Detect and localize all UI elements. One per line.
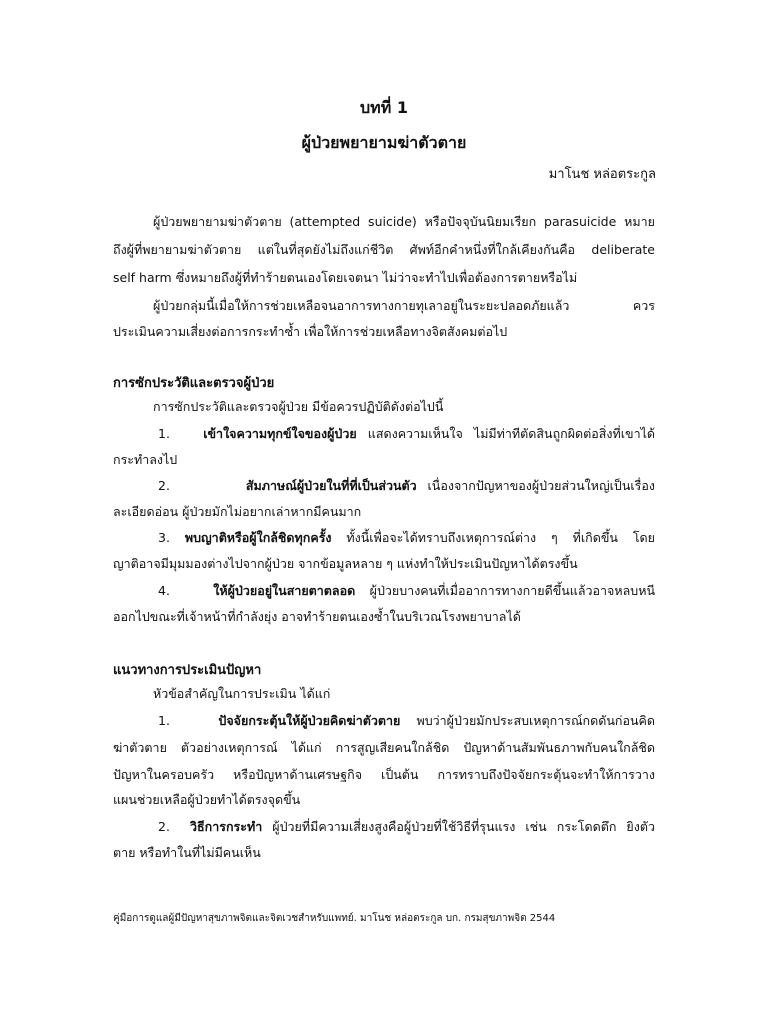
section1-heading: การซักประวัติและตรวจผู้ป่วย xyxy=(113,376,275,391)
section1-item4 xyxy=(158,581,655,601)
section1-item2 xyxy=(158,476,655,496)
item-number: 1. xyxy=(158,713,170,728)
section1-item2-cont: ละเอียดอ่อน ผู้ป่วยมักไม่อยากเล่าหากมีคนมาก xyxy=(113,504,362,519)
item-text: พบว่าผู้ป่วยมักประสบเหตุการณ์กดดันก่อนคิด xyxy=(400,713,655,728)
intro-p2-line2: ประเมินความเสี่ยงต่อการกระทำซ้ำ เพื่อให้การช่วยเหลือทางจิตสังคมต่อไป xyxy=(113,324,508,339)
section2-item1-line4: แผนช่วยเหลือผู้ป่วยทำได้ตรงจุดขึ้น xyxy=(113,792,301,807)
intro-p1-line1: ผู้ป่วยพยายามฆ่าตัวตาย (attempted suicide) หรือปัจจุบันนิยมเรียก parasuicide หมาย xyxy=(153,214,655,229)
item-text: เนื่องจากปัญหาของผู้ป่วยส่วนใหญ่เป็นเรื่อง xyxy=(416,478,655,493)
section1-intro: การซักประวัติและตรวจผู้ป่วย มีข้อควรปฏิบัติดังต่อไปนี้ xyxy=(153,399,444,414)
intro-p2-line1: ผู้ป่วยกลุ่มนี้เมื่อให้การช่วยเหลือจนอาการทางกายทุเลาอยู่ในระยะปลอดภัยแล้ว ควร xyxy=(153,298,655,313)
section2-item1 xyxy=(158,711,655,731)
item-text: ผู้ป่วยที่มีความเสี่ยงสูงคือผู้ป่วยที่ใช้วิธีที่รุนแรง เช่น กระโดดตึก ยิงตัว xyxy=(262,819,655,834)
item-bold-title: ปัจจัยกระตุ้นให้ผู้ป่วยคิดฆ่าตัวตาย xyxy=(218,713,401,728)
item-bold-title: วิธีการกระทำ xyxy=(190,819,263,834)
chapter-title: ผู้ป่วยพยายามฆ่าตัวตาย xyxy=(301,133,467,152)
section1-item4-cont: ออกไปขณะที่เจ้าหน้าที่กำลังยุ่ง อาจทำร้ายตนเองซ้ำในบริเวณโรงพยาบาลได้ xyxy=(113,609,521,624)
item-text: แสดงความเห็นใจ ไม่มีท่าทีตัดสินถูกผิดต่อสิ่งที่เขาได้ xyxy=(356,426,656,441)
item-number: 4. xyxy=(158,583,170,598)
item-text: ผู้ป่วยบางคนที่เมื่ออาการทางกายดีขึ้นแล้วอาจหลบหนี xyxy=(355,583,655,598)
intro-p1-line3: self harm ซึ่งหมายถึงผู้ที่ทำร้ายตนเองโดยเจตนา ไม่ว่าจะทำไปเพื่อต้องการตายหรือไม่ xyxy=(113,270,578,285)
section1-item3 xyxy=(158,528,655,548)
item-bold-title: เข้าใจความทุกข์ใจของผู้ป่วย xyxy=(203,426,357,441)
item-number: 1. xyxy=(158,426,170,441)
item-number: 2. xyxy=(158,478,170,493)
intro-p1-line2: ถึงผู้ที่พยายามฆ่าตัวตาย แต่ในที่สุดยังไม่ถึงแก่ชีวิต ศัพท์อีกคำหนึ่งที่ใกล้เคียงกันคือ deliberate xyxy=(113,242,655,257)
item-bold-title: พบญาติหรือผู้ใกล้ชิดทุกครั้ง xyxy=(184,530,332,545)
section2-item1-line3: ปัญหาในครอบครัว หรือปัญหาด้านเศรษฐกิจ เป็นต้น การทราบถึงปัจจัยกระตุ้นจะทำให้การวาง xyxy=(113,767,655,782)
section1-item1-cont: กระทำลงไป xyxy=(113,452,178,467)
section1-item3-cont: ญาติอาจมีมุมมองต่างไปจากผู้ป่วย จากข้อมูลหลาย ๆ แห่งทำให้ประเมินปัญหาได้ตรงขึ้น xyxy=(113,556,578,571)
chapter-label: บทที่ 1 xyxy=(360,98,408,117)
footer-citation: คู่มือการดูแลผู้มีปัญหาสุขภาพจิตและจิตเวชสำหรับแพทย์. มาโนช หล่อตระกูล บก. กรมสุขภาพจิต 2544 xyxy=(113,913,556,924)
section2-heading: แนวทางการประเมินปัญหา xyxy=(113,663,262,678)
item-number: 2. xyxy=(158,819,170,834)
section1-item1 xyxy=(158,424,655,444)
section2-intro: หัวข้อสำคัญในการประเมิน ได้แก่ xyxy=(153,686,331,701)
item-text: ทั้งนี้เพื่อจะได้ทราบถึงเหตุการณ์ต่าง ๆ ที่เกิดขึ้น โดย xyxy=(331,530,655,545)
section2-item2-cont: ตาย หรือทำในที่ไม่มีคนเห็น xyxy=(113,845,261,860)
item-bold-title: สัมภาษณ์ผู้ป่วยในที่ที่เป็นส่วนตัว xyxy=(245,478,417,493)
section2-item2 xyxy=(158,817,655,837)
item-bold-title: ให้ผู้ป่วยอยู่ในสายตาตลอด xyxy=(213,583,356,598)
section2-item1-line2: ฆ่าตัวตาย ตัวอย่างเหตุการณ์ ได้แก่ การสูญเสียคนใกล้ชิด ปัญหาด้านสัมพันธภาพกับคนใกล้ชิด xyxy=(113,740,655,755)
author-name: มาโนช หล่อตระกูล xyxy=(548,167,656,182)
item-number: 3. xyxy=(158,530,170,545)
